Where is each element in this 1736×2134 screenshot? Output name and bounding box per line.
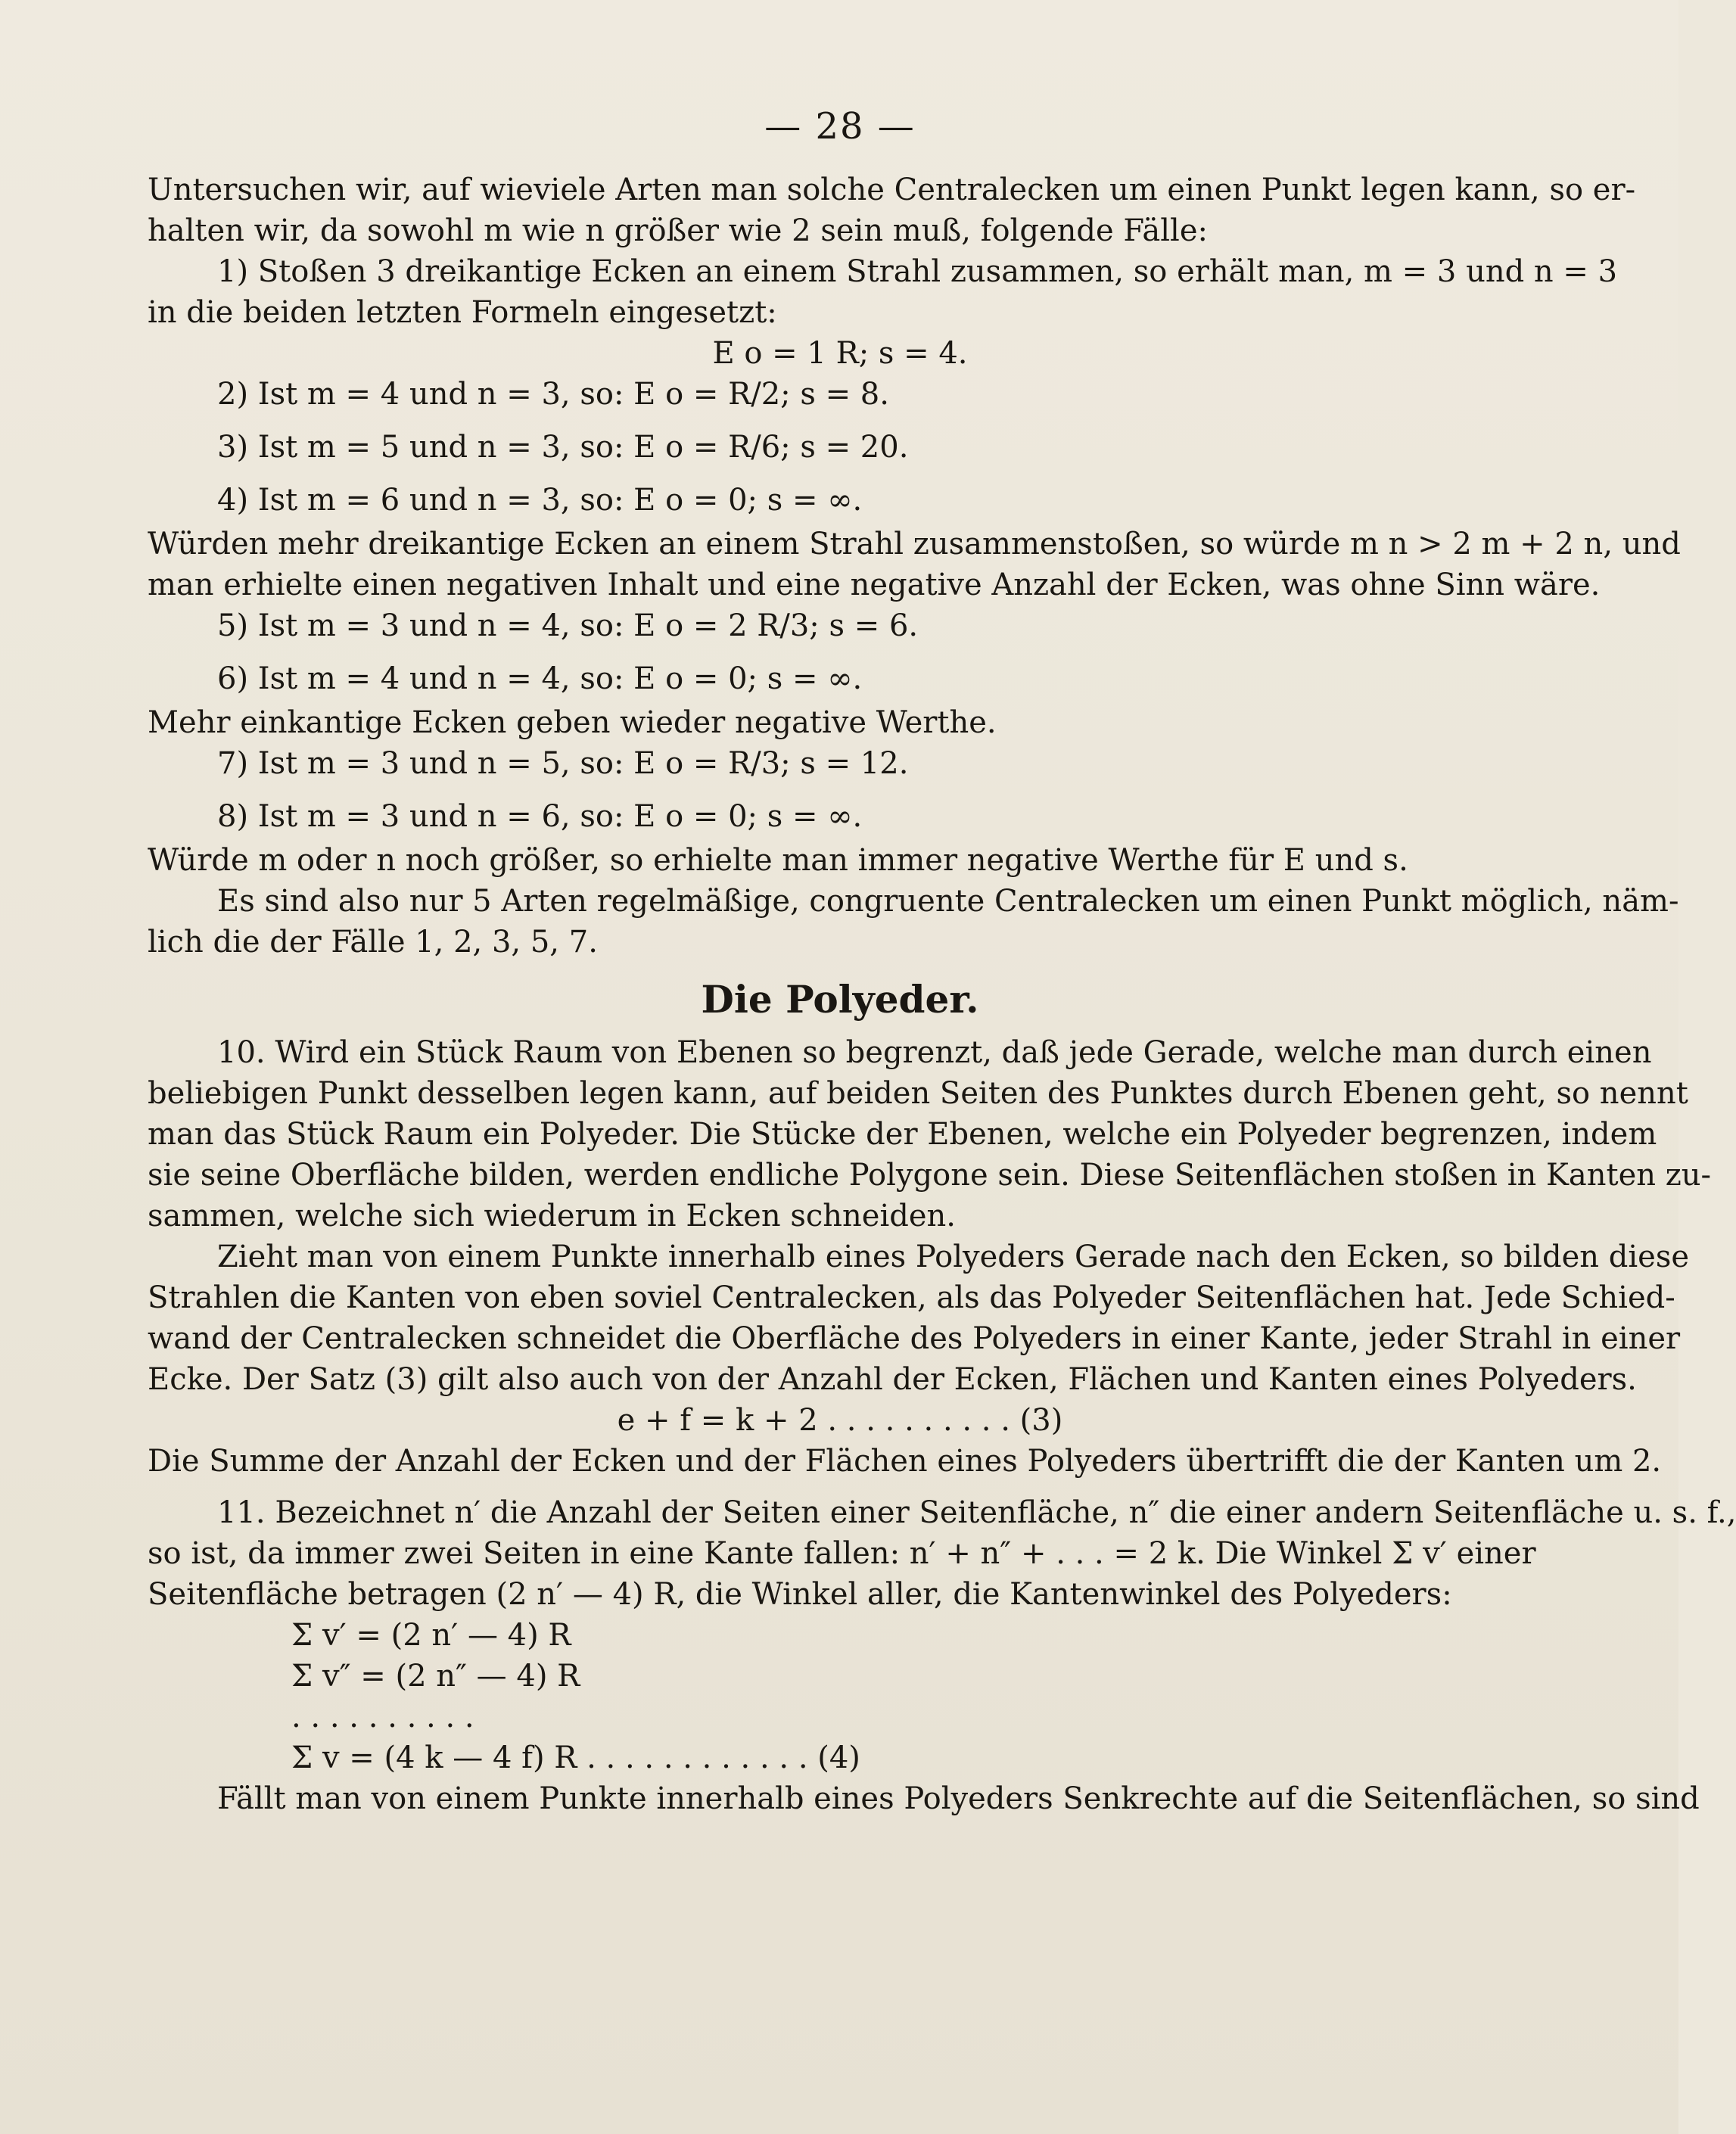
text-line: in die beiden letzten Formeln eingesetzt: [148,295,777,330]
formula-line: E o = 1 R; s = 4. [712,336,968,371]
paragraph-11-line: 11. Bezeichnet n′ die Anzahl der Seiten einer Seitenfläche, n″ die einer andern Seitenfläche u. s. f., [217,1495,1736,1530]
equation-line: Σ v″ = (2 n″ — 4) R [291,1659,580,1694]
text-line: Mehr einkantige Ecken geben wieder negative Werthe. [148,705,997,740]
section-heading: Die Polyeder. [701,977,979,1022]
case-5-line: 5) Ist m = 3 und n = 4, so: E o = 2 R/3; s = 6. [217,608,919,643]
paragraph-11-line: Seitenfläche betragen (2 n′ — 4) R, die Winkel aller, die Kantenwinkel des Polyeders: [148,1577,1452,1612]
paragraph-10-line: beliebigen Punkt desselben legen kann, auf beiden Seiten des Punktes durch Ebenen geht, so nennt [148,1076,1688,1111]
case-8-line: 8) Ist m = 3 und n = 6, so: E o = 0; s = ∞. [217,799,863,834]
text-line: lich die der Fälle 1, 2, 3, 5, 7. [148,925,598,960]
paragraph-10-line: 10. Wird ein Stück Raum von Ebenen so begrenzt, daß jede Gerade, welche man durch einen [217,1035,1652,1070]
paragraph-10-line: sie seine Oberfläche bilden, werden endliche Polygone sein. Diese Seitenflächen stoßen in Kanten zu- [148,1158,1712,1193]
equation-4: Σ v = (4 k — 4 f) R . . . . . . . . . . . . (4) [291,1740,860,1775]
case-7-line: 7) Ist m = 3 und n = 5, so: E o = R/3; s = 12. [217,746,909,781]
text-line: Würden mehr dreikantige Ecken an einem Strahl zusammenstoßen, so würde m n > 2 m + 2 n, und [148,527,1681,561]
paragraph-10-line: wand der Centralecken schneidet die Oberfläche des Polyeders in einer Kante, jeder Strahl in einer [148,1321,1681,1356]
paragraph-11-line: Fällt man von einem Punkte innerhalb eines Polyeders Senkrechte auf die Seitenflächen, so sind [217,1781,1700,1816]
paragraph-10-line: sammen, welche sich wiederum in Ecken schneiden. [148,1199,956,1233]
page-content [148,105,1736,1819]
paragraph-10-line: Zieht man von einem Punkte innerhalb eines Polyeders Gerade nach den Ecken, so bilden diese [217,1240,1690,1274]
case-6-line: 6) Ist m = 4 und n = 4, so: E o = 0; s = ∞. [217,661,863,696]
paragraph-10-line: man das Stück Raum ein Polyeder. Die Stücke der Ebenen, welche ein Polyeder begrenzen, indem [148,1117,1657,1152]
equation-dots: . . . . . . . . . . [291,1700,474,1734]
paragraph-11-line: so ist, da immer zwei Seiten in eine Kante fallen: n′ + n″ + . . . = 2 k. Die Winkel Σ v′ einer [148,1536,1536,1571]
paragraph-10-line: Strahlen die Kanten von eben soviel Centralecken, als das Polyeder Seitenflächen hat. Jede Schied- [148,1280,1675,1315]
case-4-line: 4) Ist m = 6 und n = 3, so: E o = 0; s = ∞. [217,483,863,518]
formula-3: e + f = k + 2 . . . . . . . . . . (3) [617,1403,1063,1438]
paragraph-10-line: Die Summe der Anzahl der Ecken und der Flächen eines Polyeders übertrifft die der Kanten um 2. [148,1444,1662,1479]
case-2-line: 2) Ist m = 4 und n = 3, so: E o = R/2; s = 8. [217,377,889,412]
text-line: man erhielte einen negativen Inhalt und eine negative Anzahl der Ecken, was ohne Sinn wäre. [148,568,1601,602]
equation-line: Σ v′ = (2 n′ — 4) R [291,1618,571,1653]
text-line: halten wir, da sowohl m wie n größer wie 2 sein muß, folgende Fälle: [148,213,1208,248]
text-line: Es sind also nur 5 Arten regelmäßige, congruente Centralecken um einen Punkt möglich, näm- [217,884,1679,919]
text-line: Untersuchen wir, auf wieviele Arten man solche Centralecken um einen Punkt legen kann, so er- [148,173,1636,207]
text-line: Würde m oder n noch größer, so erhielte man immer negative Werthe für E und s. [148,843,1408,878]
page-number: — 28 — [764,105,916,148]
paragraph-10-line: Ecke. Der Satz (3) gilt also auch von der Anzahl der Ecken, Flächen und Kanten eines Polyeders. [148,1362,1637,1397]
case-1-line: 1) Stoßen 3 dreikantige Ecken an einem Strahl zusammen, so erhält man, m = 3 und n = 3 [217,254,1618,289]
case-3-line: 3) Ist m = 5 und n = 3, so: E o = R/6; s = 20. [217,430,909,465]
